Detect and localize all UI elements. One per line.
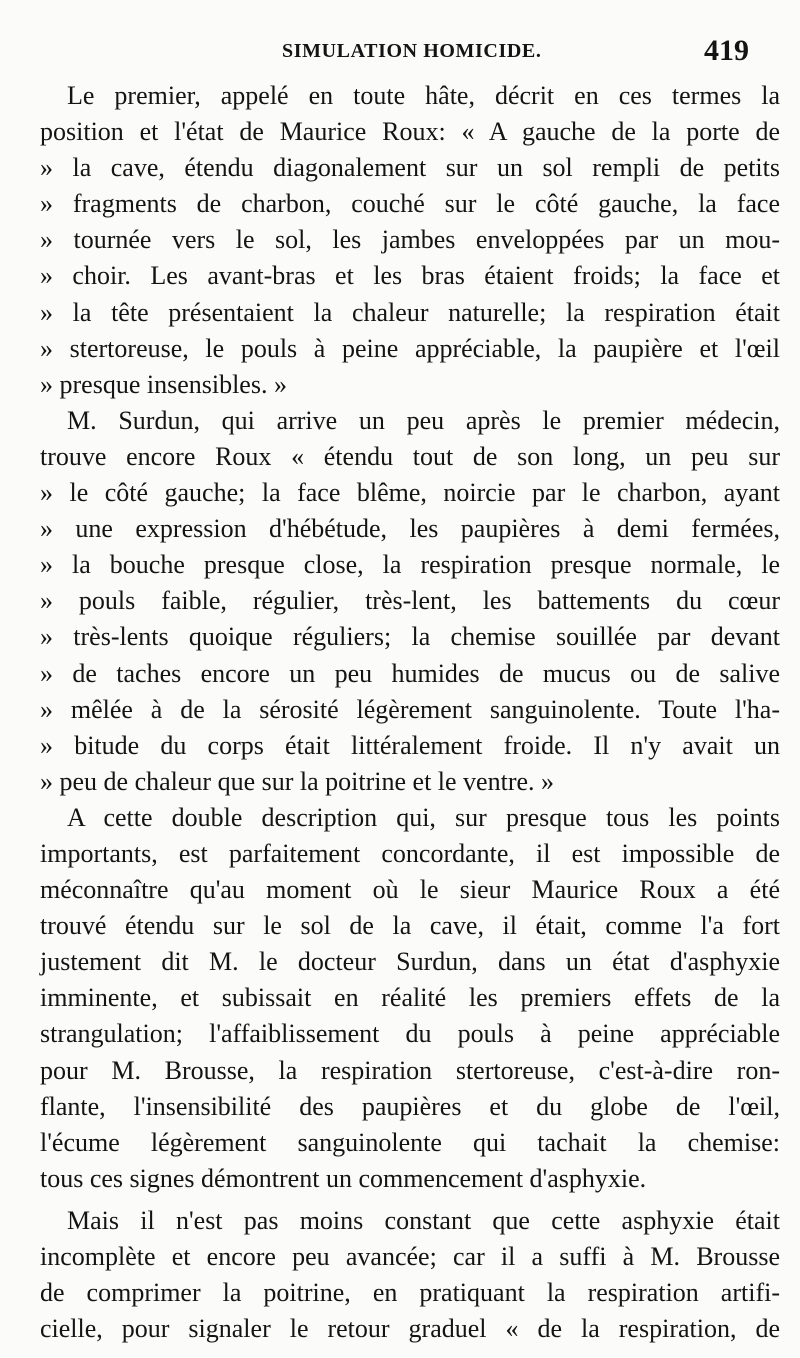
text-line: strangulation; l'affaiblissement du pouls à peine appréciable — [40, 1019, 780, 1049]
body-text — [40, 78, 780, 1347]
text-line: Le premier, appelé en toute hâte, décrit en ces termes la — [67, 81, 780, 110]
text-line: tous ces signes démontrent un commencement d'asphyxie. — [40, 1163, 647, 1193]
text-line: » tournée vers le sol, les jambes enveloppées par un mou- — [40, 225, 780, 255]
running-title: SIMULATION HOMICIDE. — [282, 40, 542, 62]
page-header — [0, 34, 800, 74]
text-line: Mais il n'est pas moins constant que cette asphyxie était — [67, 1205, 780, 1235]
text-line: importants, est parfaitement concordante, il est impossible de — [40, 838, 780, 868]
text-line: » la bouche presque close, la respiration presque normale, le — [40, 550, 780, 580]
text-line: » choir. Les avant-bras et les bras étaient froids; la face et — [40, 261, 780, 291]
text-line: pour M. Brousse, la respiration stertoreuse, c'est-à-dire ron- — [40, 1055, 780, 1085]
text-line: » stertoreuse, le pouls à peine appréciable, la paupière et l'œil — [40, 333, 780, 363]
text-line: » une expression d'hébétude, les paupières à demi fermées, — [40, 514, 780, 544]
text-line: » presque insensibles. » — [40, 369, 287, 399]
text-line: » peu de chaleur que sur la poitrine et le ventre. » — [40, 766, 555, 796]
text-line: trouve encore Roux « étendu tout de son long, un peu sur — [40, 441, 780, 471]
text-line: méconnaître qu'au moment où le sieur Maurice Roux a été — [40, 875, 780, 905]
text-line: » très-lents quoique réguliers; la chemise souillée par devant — [40, 622, 780, 652]
text-line: cielle, pour signaler le retour graduel « de la respiration, de — [40, 1314, 780, 1344]
page-number: 419 — [704, 34, 749, 67]
text-line: incomplète et encore peu avancée; car il a suffi à M. Brousse — [40, 1242, 780, 1271]
text-line: » pouls faible, régulier, très-lent, les battements du cœur — [40, 586, 780, 616]
text-line: » bitude du corps était littéralement froide. Il n'y avait un — [40, 730, 780, 760]
text-line: » mêlée à de la sérosité légèrement sanguinolente. Toute l'ha- — [40, 694, 780, 724]
text-line: » de taches encore un peu humides de mucus ou de salive — [40, 658, 780, 688]
text-line: » fragments de charbon, couché sur le côté gauche, la face — [40, 189, 780, 219]
text-line: l'écume légèrement sanguinolente qui tachait la chemise: — [40, 1127, 780, 1157]
text-line: » le côté gauche; la face blême, noircie par le charbon, ayant — [40, 478, 780, 508]
text-line: position et l'état de Maurice Roux: « A gauche de la porte de — [40, 117, 780, 147]
text-line: justement dit M. le docteur Surdun, dans un état d'asphyxie — [40, 947, 780, 977]
text-line: flante, l'insensibilité des paupières et du globe de l'œil, — [40, 1091, 780, 1121]
text-line: imminente, et subissait en réalité les premiers effets de la — [40, 983, 780, 1013]
text-line: de comprimer la poitrine, en pratiquant la respiration artifi- — [40, 1278, 780, 1308]
text-line: » la tête présentaient la chaleur naturelle; la respiration était — [40, 297, 780, 327]
text-line: A cette double description qui, sur presque tous les points — [67, 802, 780, 832]
text-line: trouvé étendu sur le sol de la cave, il était, comme l'a fort — [40, 911, 780, 941]
text-line: M. Surdun, qui arrive un peu après le premier médecin, — [67, 405, 780, 435]
text-line: » la cave, étendu diagonalement sur un sol rempli de petits — [40, 153, 780, 183]
